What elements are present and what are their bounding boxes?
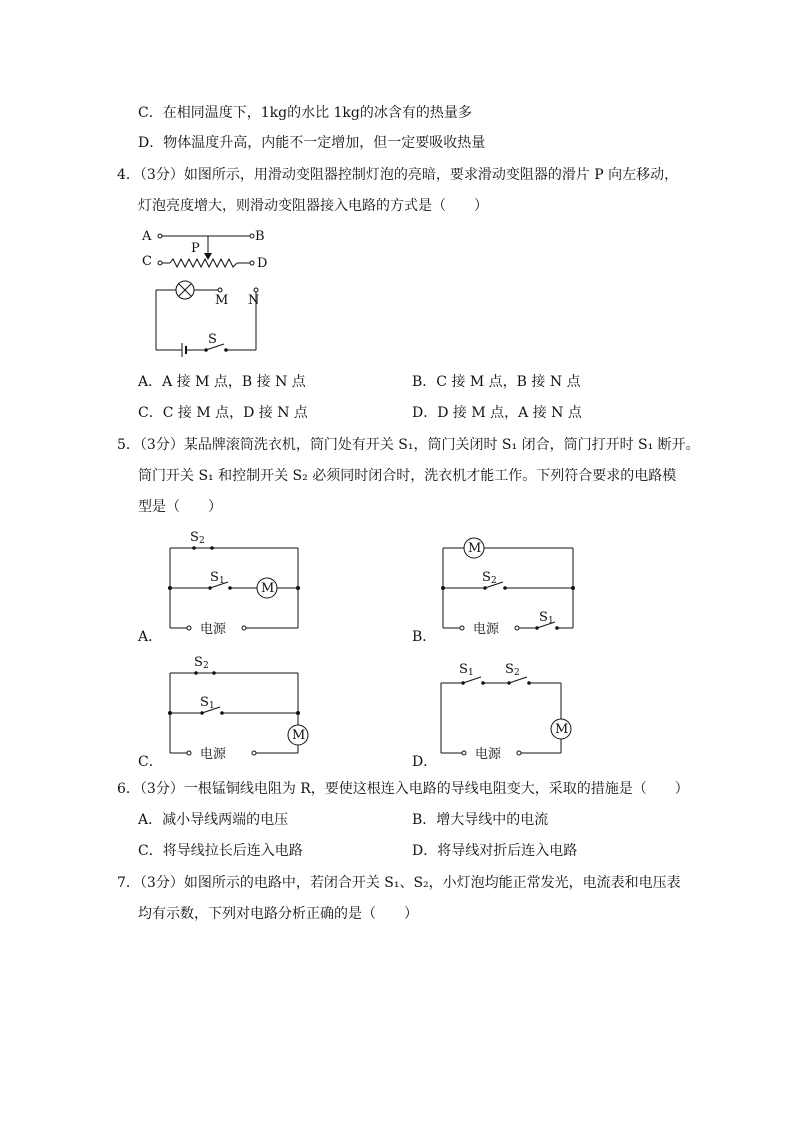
svg-text:1: 1: [548, 616, 554, 626]
svg-text:M: M: [261, 581, 275, 596]
svg-text:S: S: [200, 695, 209, 710]
terminal-d-label: D: [257, 256, 268, 271]
terminal-b-label: B: [255, 229, 265, 244]
svg-text:M: M: [468, 541, 482, 556]
terminal-a-label: A: [142, 229, 152, 244]
svg-text:S: S: [505, 662, 514, 677]
svg-text:1: 1: [468, 668, 474, 678]
svg-text:S: S: [190, 530, 199, 545]
svg-text:电源: 电源: [200, 747, 227, 762]
q5-stem-line3: 型是（ ）: [138, 499, 222, 515]
q6-option-a: A．减小导线两端的电压: [138, 812, 289, 828]
switch-s-label: S: [208, 332, 217, 347]
q5-circuit-d: [435, 655, 580, 765]
q5-stem-line1: 5．（3分）某品牌滚筒洗衣机，筒门处有开关 S₁，筒门关闭时 S₁ 闭合，筒门打开时 S₁ 断开。: [117, 437, 700, 453]
q5-stem-line2: 筒门开关 S₁ 和控制开关 S₂ 必须同时闭合时，洗衣机才能工作。下列符合要求的电路模: [138, 468, 677, 484]
q6-option-b: B．增大导线中的电流: [412, 812, 549, 828]
svg-text:S: S: [482, 570, 491, 585]
svg-text:2: 2: [203, 661, 209, 671]
terminal-c-label: C: [142, 254, 152, 269]
q5-option-b-label: B．: [412, 629, 437, 645]
q3-option-d: D．物体温度升高，内能不一定增加，但一定要吸收热量: [138, 135, 486, 151]
q4-option-b: B．C 接 M 点，B 接 N 点: [412, 374, 581, 390]
svg-text:S: S: [459, 662, 468, 677]
q7-stem-line2: 均有示数，下列对电路分析正确的是（ ）: [138, 906, 418, 922]
q4-stem-line2: 灯泡亮度增大，则滑动变阻器接入电路的方式是（ ）: [138, 198, 488, 214]
q3-option-c: C．在相同温度下，1kg的水比 1kg的冰含有的热量多: [138, 105, 472, 121]
q5-option-a-label: A．: [138, 629, 163, 645]
q6-option-d: D．将导线对折后连入电路: [412, 843, 578, 859]
svg-text:S: S: [210, 570, 219, 585]
q4-rheostat-figure: [138, 222, 288, 357]
q7-stem-line1: 7．（3分）如图所示的电路中，若闭合开关 S₁、S₂，小灯泡均能正常发光，电流表和电压表: [117, 875, 681, 891]
q5-circuit-a: [160, 530, 305, 640]
point-n-label: N: [248, 293, 260, 308]
svg-text:S: S: [194, 655, 203, 670]
svg-text:S: S: [539, 610, 548, 625]
slider-p-label: P: [191, 241, 200, 256]
svg-text:2: 2: [491, 576, 497, 586]
q4-option-a: A．A 接 M 点，B 接 N 点: [138, 374, 306, 390]
svg-text:M: M: [292, 728, 306, 743]
q4-option-d: D．D 接 M 点，A 接 N 点: [412, 405, 582, 421]
q6-option-c: C．将导线拉长后连入电路: [138, 843, 303, 859]
q5-circuit-c: [160, 655, 310, 765]
svg-text:1: 1: [209, 701, 215, 711]
svg-text:M: M: [555, 722, 569, 737]
q4-stem-line1: 4．（3分）如图所示，用滑动变阻器控制灯泡的亮暗，要求滑动变阻器的滑片 P 向左移动，: [117, 167, 679, 183]
svg-text:1: 1: [219, 576, 225, 586]
q4-option-c: C．C 接 M 点，D 接 N 点: [138, 405, 308, 421]
svg-text:2: 2: [199, 536, 205, 546]
point-m-label: M: [215, 293, 229, 308]
svg-text:电源: 电源: [473, 622, 500, 637]
svg-text:电源: 电源: [475, 747, 502, 762]
q6-stem: 6．（3分）一根锰铜线电阻为 R，要使这根连入电路的导线电阻变大，采取的措施是（ ）: [117, 781, 689, 797]
svg-text:电源: 电源: [200, 622, 227, 637]
svg-text:2: 2: [514, 668, 520, 678]
q5-option-d-label: D．: [412, 754, 438, 770]
q5-circuit-b: [435, 530, 580, 640]
q5-option-c-label: C．: [138, 754, 163, 770]
